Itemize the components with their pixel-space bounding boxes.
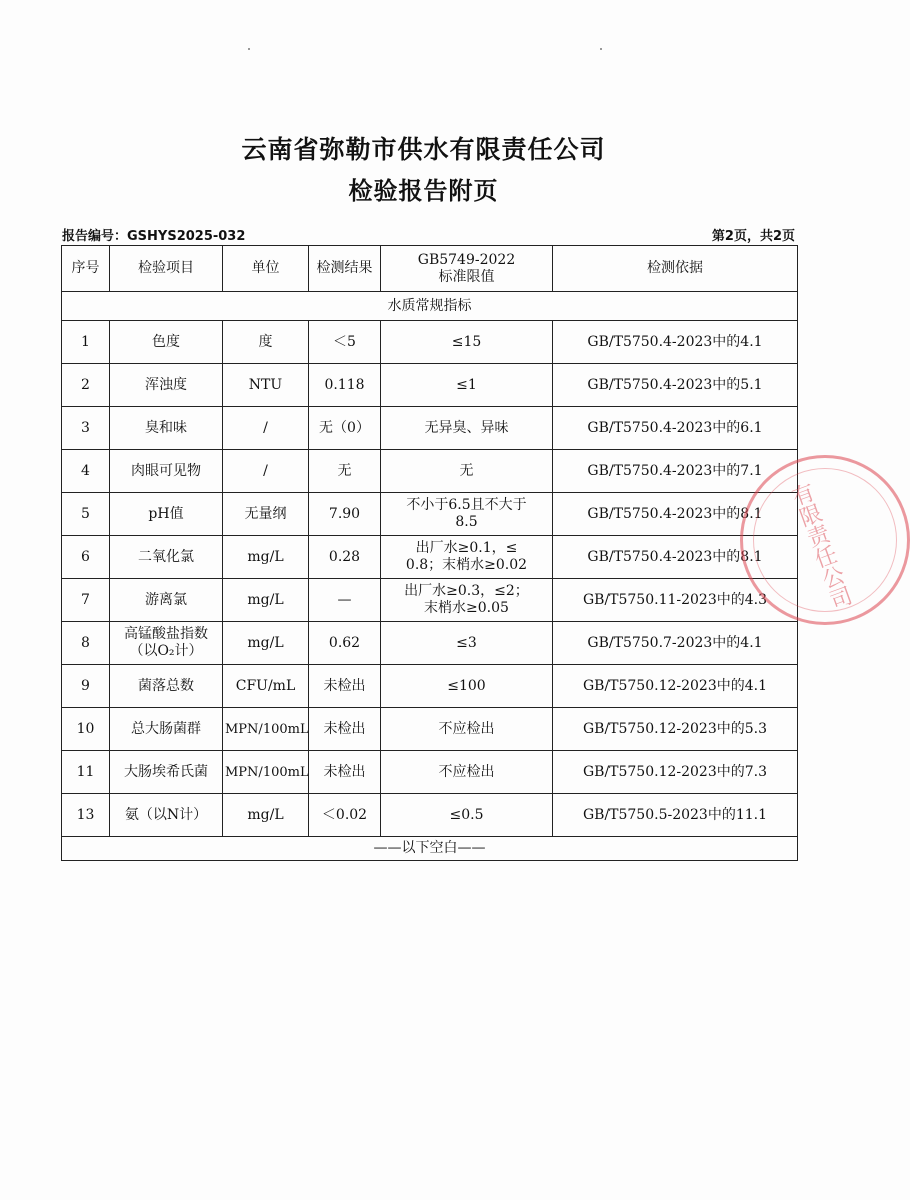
table-row: [62, 665, 798, 708]
row-item-name: 浑浊度: [145, 376, 187, 393]
row-item-name: 高锰酸盐指数: [124, 626, 208, 642]
row-method: GB/T5750.4-2023中的8.1: [553, 493, 798, 536]
table-header-row: [62, 246, 798, 292]
row-unit: MPN/100mL: [223, 708, 309, 751]
row-no: 8: [62, 622, 110, 665]
row-method: GB/T5750.11-2023中的4.3: [553, 579, 798, 622]
row-limit-line1: 出厂水≥0.3，≤2；: [404, 583, 529, 599]
row-limit: [381, 450, 553, 493]
row-item: [110, 450, 223, 493]
row-limit-line1: ≤0.5: [449, 806, 484, 823]
row-result: ＜5: [309, 321, 381, 364]
row-limit-line1: 不应检出: [438, 763, 495, 780]
row-method: GB/T5750.4-2023中的5.1: [553, 364, 798, 407]
row-no: 5: [62, 493, 110, 536]
row-unit: mg/L: [223, 794, 309, 837]
row-method: GB/T5750.4-2023中的7.1: [553, 450, 798, 493]
row-no: 6: [62, 536, 110, 579]
row-limit-line1: ≤1: [456, 376, 477, 393]
row-item: [110, 536, 223, 579]
col-header-unit: 单位: [223, 246, 309, 292]
row-method: GB/T5750.4-2023中的8.1: [553, 536, 798, 579]
row-method: GB/T5750.7-2023中的4.1: [553, 622, 798, 665]
row-item-name: 总大肠菌群: [131, 720, 201, 737]
row-no: 13: [62, 794, 110, 837]
row-item: [110, 708, 223, 751]
row-result: 0.118: [309, 364, 381, 407]
row-no: 11: [62, 751, 110, 794]
row-unit: mg/L: [223, 622, 309, 665]
row-limit: [381, 364, 553, 407]
row-result: ＜0.02: [309, 794, 381, 837]
company-title: 云南省弥勒市供水有限责任公司: [241, 135, 606, 164]
row-item-name: 臭和味: [145, 419, 187, 436]
table-row: [62, 622, 798, 665]
row-item: [110, 407, 223, 450]
row-item: [110, 751, 223, 794]
row-unit: /: [223, 407, 309, 450]
row-result: 未检出: [309, 665, 381, 708]
row-method: GB/T5750.12-2023中的7.3: [553, 751, 798, 794]
row-unit: /: [223, 450, 309, 493]
row-method: GB/T5750.5-2023中的11.1: [553, 794, 798, 837]
table-row: [62, 407, 798, 450]
row-no: 9: [62, 665, 110, 708]
row-result: 7.90: [309, 493, 381, 536]
row-limit: [381, 493, 553, 536]
row-limit: [381, 536, 553, 579]
row-no: 4: [62, 450, 110, 493]
table-row: [62, 794, 798, 837]
row-limit: [381, 321, 553, 364]
row-limit: [381, 665, 553, 708]
report-number: 报告编号：GSHYS2025-032: [62, 229, 246, 244]
row-limit: [381, 794, 553, 837]
row-result: 未检出: [309, 751, 381, 794]
report-subtitle: 检验报告附页: [348, 177, 499, 205]
row-unit: 度: [223, 321, 309, 364]
row-item: [110, 622, 223, 665]
col-header-no: 序号: [62, 246, 110, 292]
row-limit-line1: ≤15: [451, 333, 482, 350]
table-row: [62, 579, 798, 622]
col-header-limit: [381, 246, 553, 292]
row-limit-line1: 出厂水≥0.1，≤: [415, 540, 518, 556]
row-method: GB/T5750.12-2023中的5.3: [553, 708, 798, 751]
row-limit-line1: ≤100: [447, 677, 486, 694]
row-item-name: 二氧化氯: [138, 548, 194, 565]
row-no: 10: [62, 708, 110, 751]
table-row: [62, 536, 798, 579]
row-unit: MPN/100mL: [223, 751, 309, 794]
table-row: [62, 450, 798, 493]
col-header-limit-std: GB5749-2022: [417, 251, 516, 268]
row-unit: 无量纲: [223, 493, 309, 536]
blank-footer-row: [62, 837, 798, 861]
table-row: [62, 321, 798, 364]
row-limit: [381, 579, 553, 622]
row-method: GB/T5750.4-2023中的4.1: [553, 321, 798, 364]
table-row: [62, 751, 798, 794]
col-header-item: 检验项目: [110, 246, 223, 292]
company-seal-text: 有限责任公司: [785, 480, 855, 613]
row-unit: mg/L: [223, 579, 309, 622]
scan-dot: [600, 48, 602, 50]
row-method: GB/T5750.4-2023中的6.1: [553, 407, 798, 450]
row-unit: CFU/mL: [223, 665, 309, 708]
row-limit: [381, 708, 553, 751]
page-info: 第2页，共2页: [711, 229, 795, 244]
row-item-name: 色度: [152, 333, 180, 350]
row-item-name: 氨（以N计）: [124, 806, 208, 823]
row-item-sub: （以O₂计）: [129, 643, 203, 659]
row-limit-line1: 无异臭、异味: [424, 419, 509, 436]
row-limit: [381, 751, 553, 794]
row-item-name: 大肠埃希氏菌: [124, 763, 208, 780]
row-limit-line1: 不应检出: [438, 720, 495, 737]
row-item: [110, 579, 223, 622]
row-limit-line2: 末梢水≥0.05: [424, 600, 509, 616]
row-no: 2: [62, 364, 110, 407]
row-no: 3: [62, 407, 110, 450]
blank-footer-note: ——以下空白——: [62, 837, 798, 861]
row-item-name: 菌落总数: [138, 677, 194, 694]
row-limit-line1: 无: [459, 462, 474, 479]
row-item-name: 游离氯: [145, 591, 187, 608]
row-item-name: 肉眼可见物: [131, 462, 201, 479]
row-result: 0.28: [309, 536, 381, 579]
col-header-limit-label: 标准限值: [438, 268, 495, 285]
row-item: [110, 794, 223, 837]
col-header-result: 检测结果: [309, 246, 381, 292]
results-table: [61, 245, 798, 861]
row-item: [110, 493, 223, 536]
row-limit-line2: 0.8；末梢水≥0.02: [405, 557, 528, 573]
row-item: [110, 364, 223, 407]
row-item-name: pH值: [148, 505, 184, 522]
table-row: [62, 493, 798, 536]
row-unit: NTU: [223, 364, 309, 407]
row-limit-line2: 8.5: [455, 514, 478, 530]
row-item: [110, 665, 223, 708]
row-result: 0.62: [309, 622, 381, 665]
row-item: [110, 321, 223, 364]
row-limit: [381, 407, 553, 450]
scan-dot: [248, 48, 250, 50]
row-result: 无: [309, 450, 381, 493]
row-unit: mg/L: [223, 536, 309, 579]
table-row: [62, 364, 798, 407]
row-limit-line1: ≤3: [456, 634, 477, 651]
row-no: 1: [62, 321, 110, 364]
row-limit-line1: 不小于6.5且不大于: [406, 497, 527, 513]
row-limit: [381, 622, 553, 665]
section-title: 水质常规指标: [62, 292, 798, 321]
col-header-method: 检测依据: [553, 246, 798, 292]
row-method: GB/T5750.12-2023中的4.1: [553, 665, 798, 708]
row-result: —: [309, 579, 381, 622]
row-result: 无（0）: [309, 407, 381, 450]
section-row: [62, 292, 798, 321]
table-row: [62, 708, 798, 751]
row-no: 7: [62, 579, 110, 622]
row-result: 未检出: [309, 708, 381, 751]
